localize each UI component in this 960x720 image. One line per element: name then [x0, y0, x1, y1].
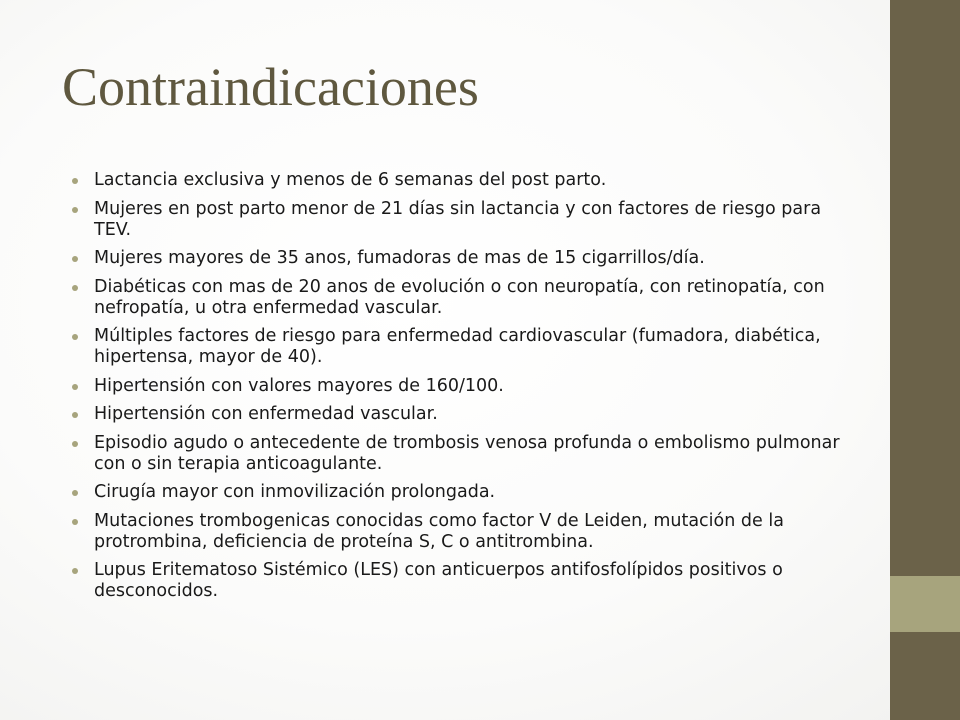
bullet-item: [72, 376, 852, 397]
sidebar-accent-block: [890, 576, 960, 632]
bullet-dot-icon: [72, 285, 78, 291]
bullet-dot-icon: [72, 568, 78, 574]
bullet-item: [72, 482, 852, 503]
bullet-dot-icon: [72, 384, 78, 390]
bullet-item: [72, 170, 852, 191]
bullet-text: Mujeres en post parto menor de 21 días sin lactancia y con factores de riesgo para TEV.: [94, 198, 822, 240]
bullet-dot-icon: [72, 334, 78, 340]
bullet-item: [72, 326, 852, 368]
bullet-list: [72, 170, 852, 610]
bullet-text: Mutaciones trombogenicas conocidas como factor V de Leiden, mutación de la protrombina, deficiencia de proteína S, C o antitrombina.: [94, 510, 784, 552]
bullet-text: Diabéticas con mas de 20 anos de evolución o con neuropatía, con retinopatía, con nefropatía, u otra enfermedad vascular.: [94, 276, 825, 318]
bullet-item: [72, 560, 852, 602]
bullet-text: Mujeres mayores de 35 anos, fumadoras de mas de 15 cigarrillos/día.: [94, 248, 705, 268]
bullet-item: [72, 248, 852, 269]
bullet-dot-icon: [72, 412, 78, 418]
bullet-dot-icon: [72, 207, 78, 213]
bullet-item: [72, 404, 852, 425]
bullet-dot-icon: [72, 178, 78, 184]
bullet-text: Hipertensión con enfermedad vascular.: [94, 404, 438, 424]
bullet-text: Múltiples factores de riesgo para enfermedad cardiovascular (fumadora, diabética, hipertensa, mayor de 40).: [94, 326, 821, 367]
bullet-item: [72, 433, 852, 475]
bullet-dot-icon: [72, 256, 78, 262]
bullet-text: Lupus Eritematoso Sistémico (LES) con anticuerpos antifosfolípidos positivos o desconocidos.: [94, 560, 783, 601]
bullet-dot-icon: [72, 519, 78, 525]
bullet-item: [72, 277, 852, 319]
bullet-item: [72, 511, 852, 553]
bullet-item: [72, 199, 852, 241]
slide-title: Contraindicaciones: [62, 57, 479, 117]
bullet-dot-icon: [72, 441, 78, 447]
bullet-dot-icon: [72, 490, 78, 496]
bullet-text: Hipertensión con valores mayores de 160/100.: [94, 375, 504, 396]
bullet-text: Lactancia exclusiva y menos de 6 semanas del post parto.: [94, 170, 607, 190]
bullet-text: Cirugía mayor con inmovilización prolongada.: [94, 482, 496, 502]
bullet-text: Episodio agudo o antecedente de trombosis venosa profunda o embolismo pulmonar con o sin terapia anticoagulante.: [94, 432, 840, 474]
